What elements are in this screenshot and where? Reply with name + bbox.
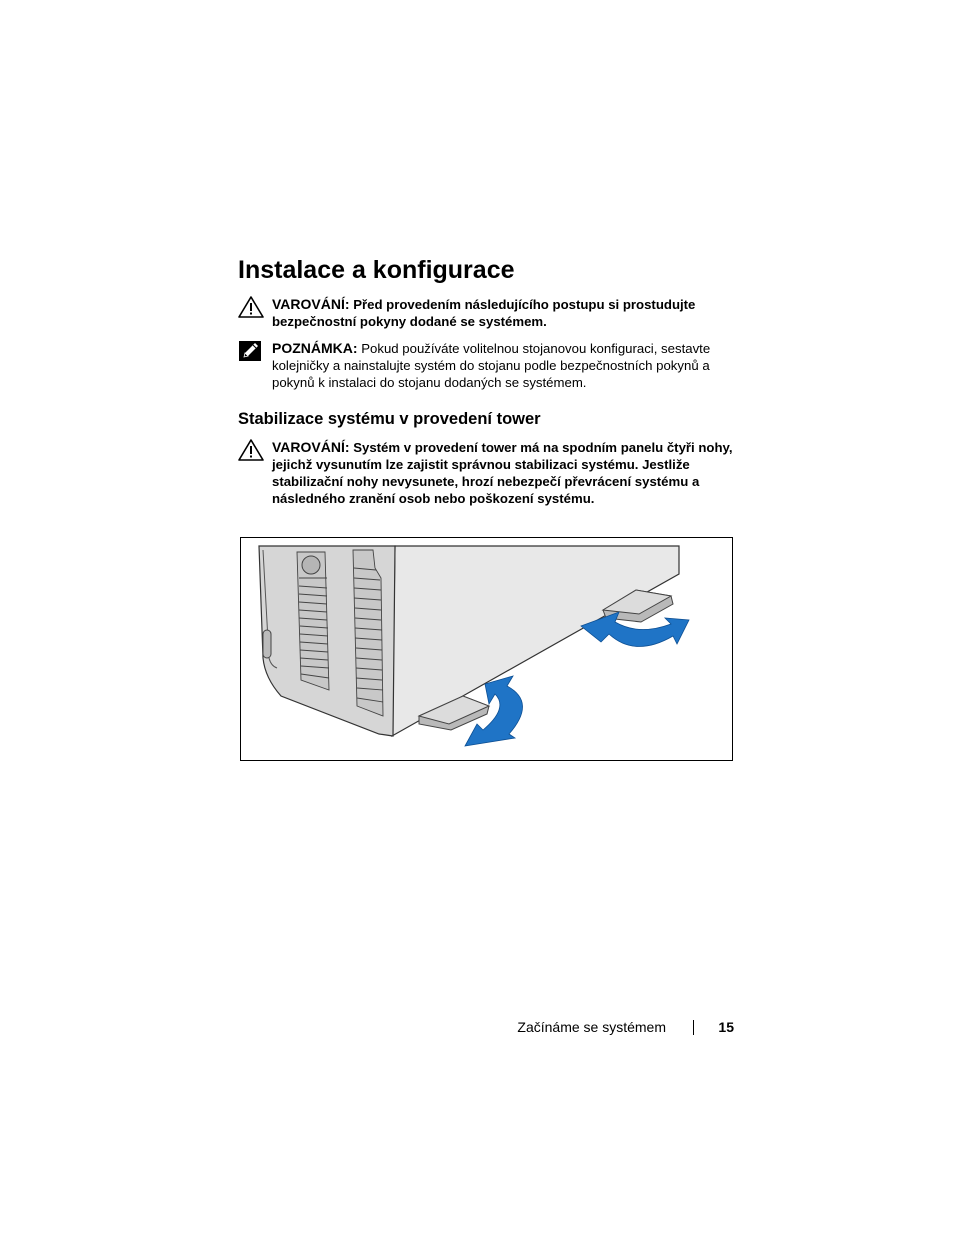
power-button-icon (302, 556, 320, 574)
tower-feet-illustration (240, 537, 733, 761)
page-footer (480, 1019, 734, 1039)
warning-notice-2 (238, 439, 738, 507)
note-notice (238, 340, 738, 391)
warning-text: Před provedením následujícího postupu si prostudujte bezpečnostní pokyny dodané se systémem. (272, 297, 696, 329)
page-title: Instalace a konfigurace (238, 256, 515, 284)
warning-label: VAROVÁNÍ: (272, 439, 350, 455)
warning-label: VAROVÁNÍ: (272, 296, 350, 312)
tower-illustration-svg (241, 538, 733, 761)
vent-strip-right (353, 550, 383, 716)
footer-separator (693, 1020, 694, 1035)
warning-triangle-icon (238, 296, 264, 318)
warning-notice-1 (238, 296, 738, 330)
note-pencil-icon (238, 340, 264, 362)
footer-section-title: Začínáme se systémem (517, 1019, 666, 1035)
section-title: Stabilizace systému v provedení tower (238, 410, 541, 428)
note-label: POZNÁMKA: (272, 340, 358, 356)
note-text: Pokud používáte volitelnou stojanovou konfiguraci, sestavte kolejničky a nainstalujte systém do stojanu podle bezpečnostních pokynů a pokynů k instalaci do stojanu dodaných se systémem. (272, 341, 711, 390)
warning-triangle-icon (238, 439, 264, 461)
page-number: 15 (718, 1019, 734, 1035)
warning-text: Systém v provedení tower má na spodním panelu čtyři nohy, jejichž vysunutím lze zajistit správnou stabilizaci systému. Jestliže stabilizační nohy nevysunete, hrozí nebezpečí převrácení systému a následného zranění osob nebo poškození systému. (272, 440, 733, 506)
